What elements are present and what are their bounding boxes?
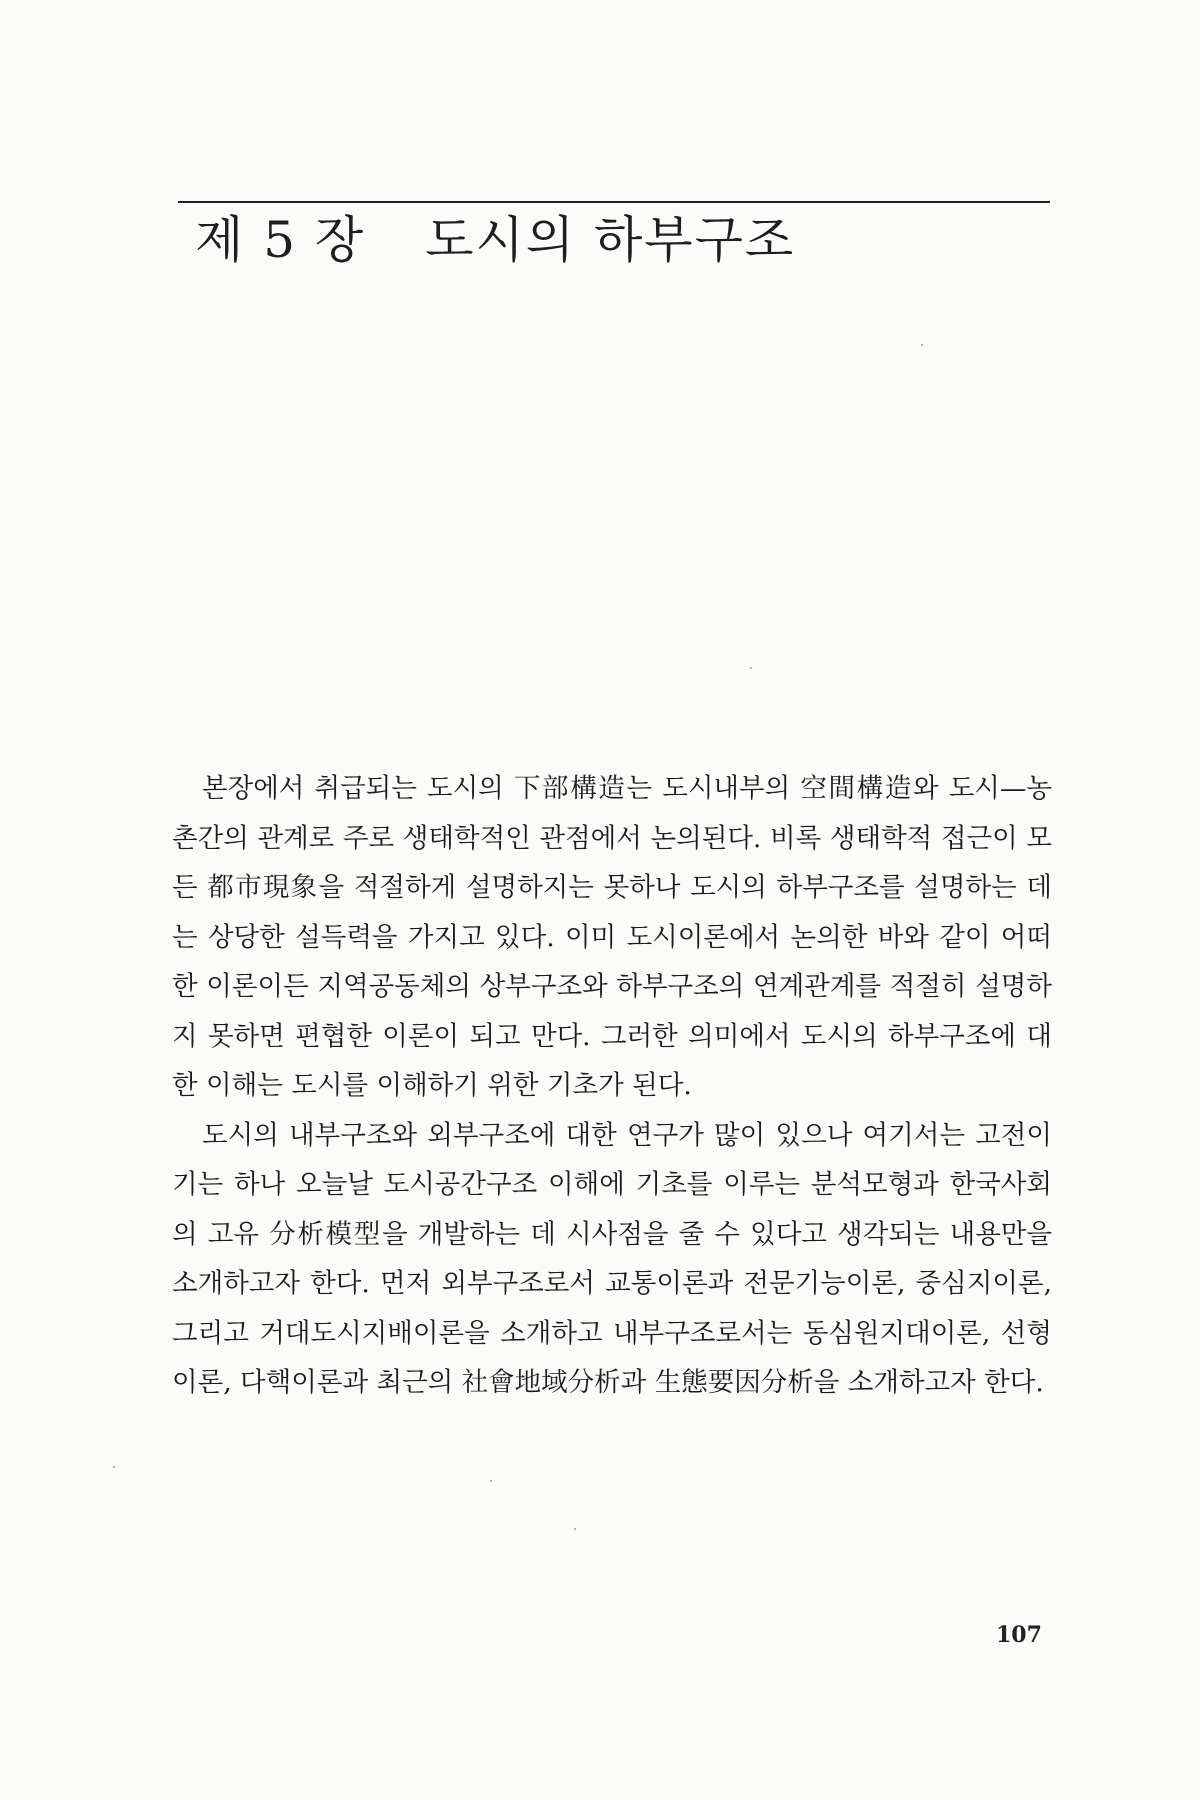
scan-speck xyxy=(921,344,923,346)
scan-speck xyxy=(113,1466,115,1468)
paragraph-1: 본장에서 취급되는 도시의 下部構造는 도시내부의 空間構造와 도시—농촌간의 관계로 주로 생태학적인 관점에서 논의된다. 비록 생태학적 접근이 모든 都市現象을 적절하게 설명하지는 못하나 도시의 하부구조를 설명하는 데는 상당한 설득력을 가지고 있다. 이미 도시이론에서 논의한 바와 같이 어떠한 이론이든 지역공동체의 상부구조와 하부구조의 연계관계를 적절히 설명하지 못하면 편협한 이론이 되고 만다. 그러한 의미에서 도시의 하부구조에 대한 이해는 도시를 이해하기 위한 기초가 된다. xyxy=(172,773,1052,1101)
chapter-title: 도시의 하부구조 xyxy=(425,211,796,269)
paragraph-2: 도시의 내부구조와 외부구조에 대한 연구가 많이 있으나 여기서는 고전이기는 하나 오늘날 도시공간구조 이해에 기초를 이루는 분석모형과 한국사회의 고유 分析模型을 개발하는 데 시사점을 줄 수 있다고 생각되는 내용만을 소개하고자 한다. 먼저 외부구조로서 교통이론과 전문기능이론, 중심지이론, 그리고 거대도시지배이론을 소개하고 내부구조로서는 동심원지대이론, 선형이론, 다핵이론과 최근의 社會地域分析과 生態要因分析을 소개하고자 한다. xyxy=(172,1119,1052,1398)
scan-speck xyxy=(490,1480,492,1482)
scan-speck xyxy=(574,1528,576,1530)
chapter-rule xyxy=(178,201,1050,203)
chapter-heading xyxy=(195,208,795,272)
chapter-number: 제 5 장 xyxy=(195,211,366,269)
page-number: 107 xyxy=(996,1622,1042,1648)
scan-speck xyxy=(750,667,752,669)
body-text xyxy=(172,764,1052,1408)
